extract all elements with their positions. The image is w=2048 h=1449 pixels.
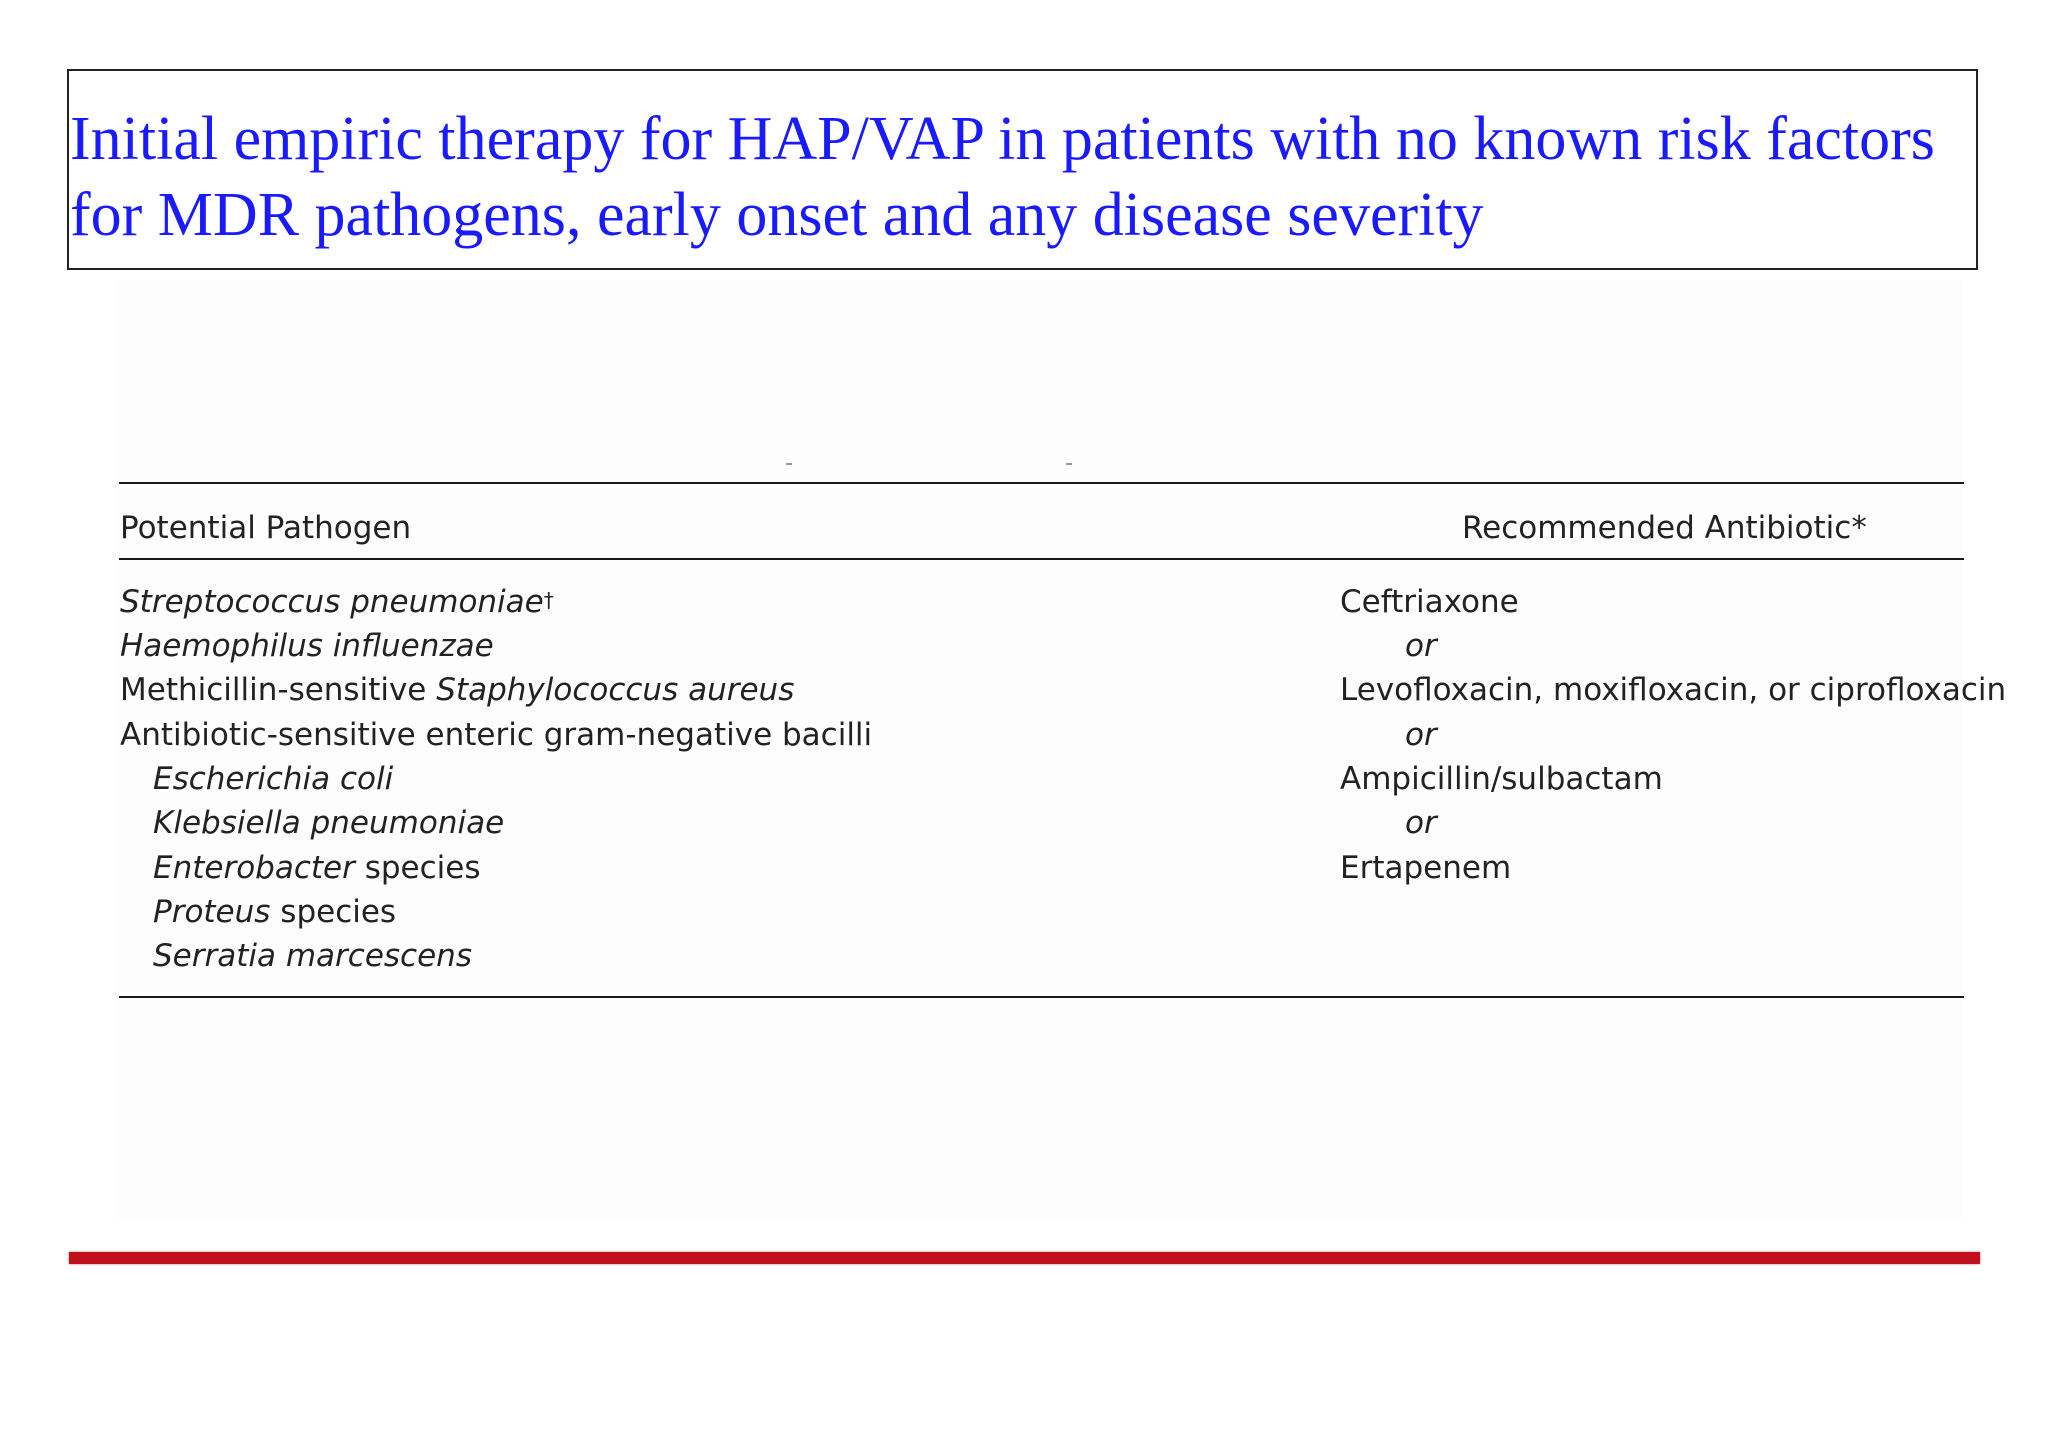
- antibiotic-or: or: [1405, 805, 1437, 841]
- pathogen-prefix: Methicillin-sensitive: [120, 672, 437, 708]
- antibiotic-quinolones: Levofloxacin, moxifloxacin, or ciprofloxacin: [1340, 672, 2007, 708]
- footnote-mark: †: [543, 588, 554, 612]
- antibiotic-ampicillin-sulbactam: Ampicillin/sulbactam: [1340, 761, 1663, 797]
- pathogen-haemophilus: Haemophilus influenzae: [120, 628, 494, 664]
- pathogen-genus: Enterobacter: [153, 850, 355, 886]
- pathogen-serratia: Serratia marcescens: [153, 938, 472, 974]
- pathogen-genus: Proteus: [153, 894, 271, 930]
- pathogen-klebsiella: Klebsiella pneumoniae: [153, 805, 505, 841]
- pathogen-enterobacter: [153, 848, 481, 888]
- scan-mark: [1066, 463, 1072, 465]
- pathogen-streptococcus: [120, 582, 554, 622]
- table-header-rule: [119, 558, 1964, 560]
- antibiotic-or: or: [1405, 717, 1437, 753]
- slide-title: Initial empiric therapy for HAP/VAP in patients with no known risk factors for MDR pathogens, early onset and any disease severity: [70, 105, 1935, 249]
- antibiotic-ceftriaxone: Ceftriaxone: [1340, 584, 1519, 620]
- pathogen-proteus: [153, 892, 396, 932]
- scan-mark: [786, 463, 792, 465]
- pathogen-suffix: species: [354, 850, 481, 886]
- pathogen-ecoli: Escherichia coli: [153, 761, 394, 797]
- pathogen-name: Streptococcus pneumoniae: [120, 584, 544, 620]
- pathogen-suffix: species: [270, 894, 397, 930]
- pathogen-name: Staphylococcus aureus: [436, 672, 795, 708]
- antibiotic-or: or: [1405, 628, 1437, 664]
- pathogen-mssa: [120, 670, 794, 710]
- header-recommended-antibiotic: Recommended Antibiotic*: [1462, 510, 1867, 546]
- footer-accent-bar: [69, 1252, 1980, 1264]
- table-top-rule: [119, 482, 1964, 484]
- table-bottom-rule: [119, 996, 1964, 998]
- pathogen-enteric-group: Antibiotic-sensitive enteric gram-negative bacilli: [120, 717, 873, 753]
- antibiotic-ertapenem: Ertapenem: [1340, 850, 1512, 886]
- header-potential-pathogen: Potential Pathogen: [120, 510, 412, 546]
